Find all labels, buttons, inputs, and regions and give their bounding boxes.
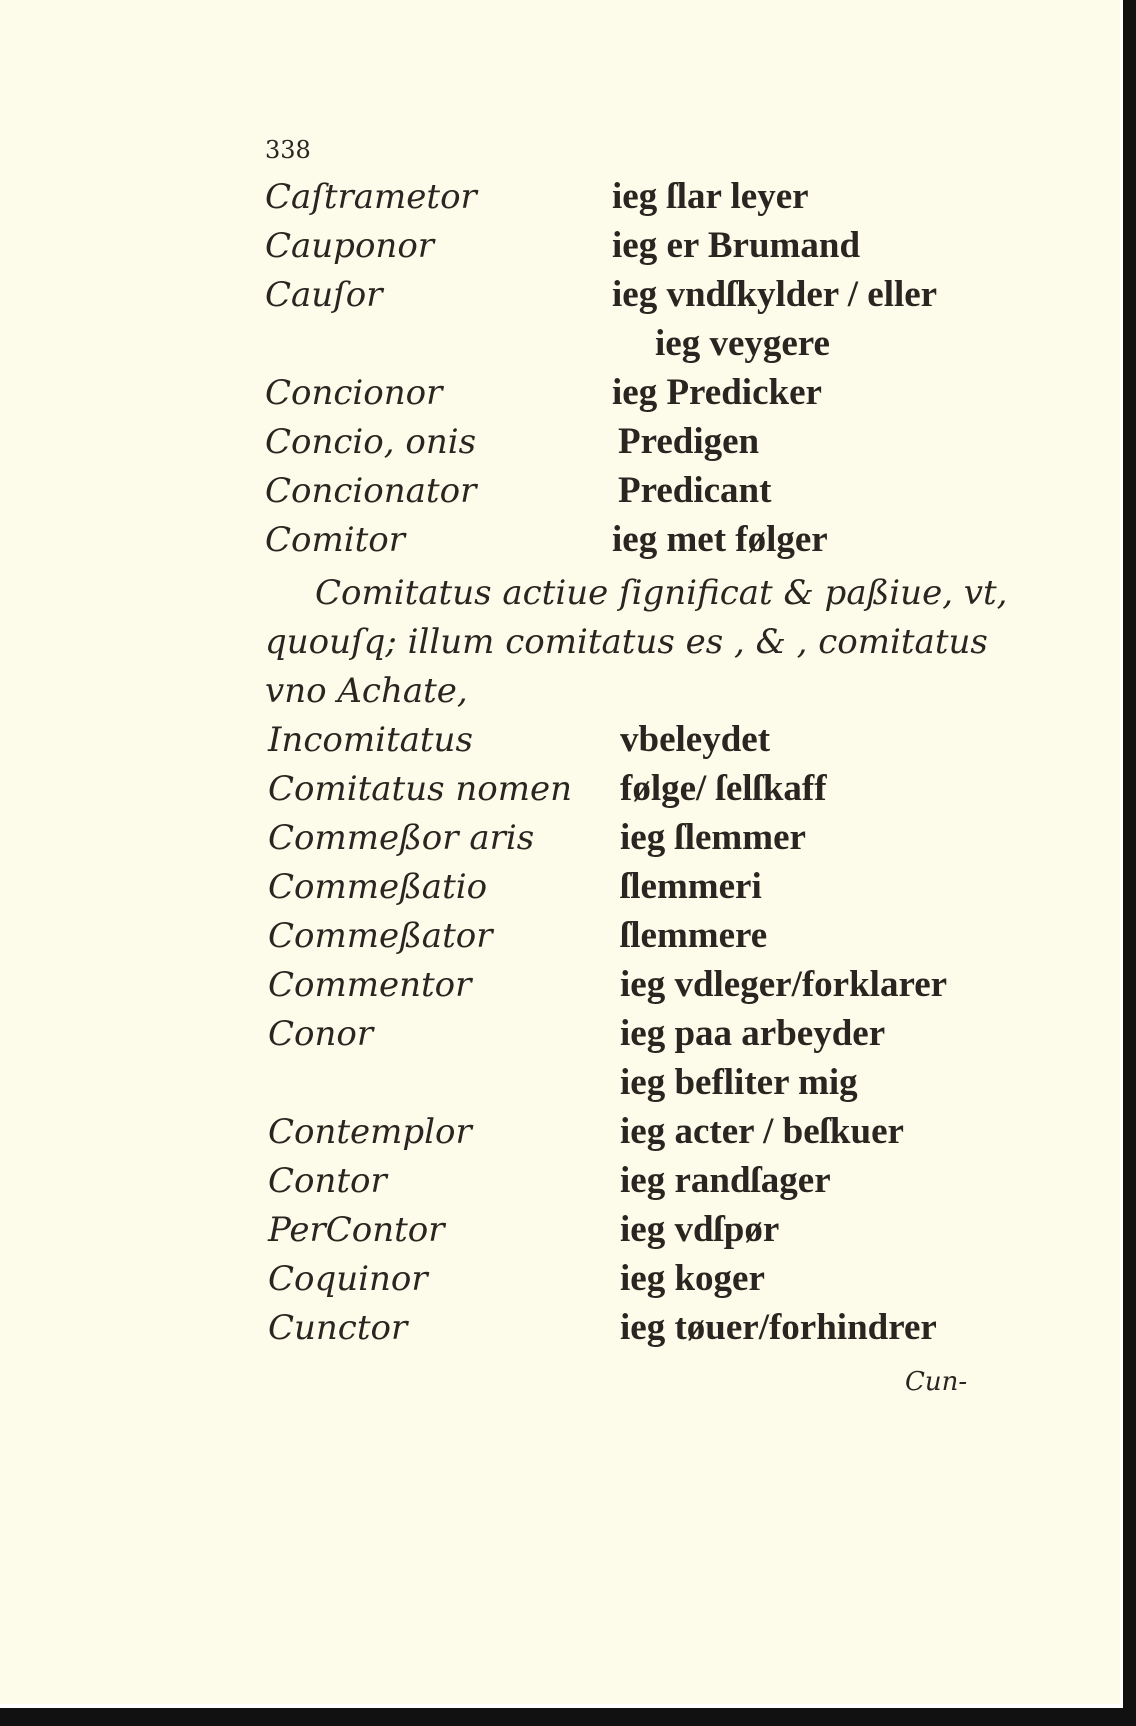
- scan-edge-right: [1123, 0, 1136, 1726]
- danish-gloss: ieg vdleger/forklarer: [620, 964, 948, 1005]
- latin-term: Concionor: [265, 373, 443, 413]
- danish-gloss: ieg met følger: [612, 519, 828, 560]
- danish-gloss: vbeleydet: [620, 719, 771, 760]
- latin-term: PerContor: [268, 1210, 445, 1250]
- danish-gloss: ſlemmere: [620, 915, 768, 956]
- latin-term: Cauſor: [265, 275, 383, 315]
- latin-term: Commeßatio: [268, 867, 488, 907]
- scan-edge-bottom: [0, 1708, 1136, 1726]
- note-line: vno Achate,: [265, 671, 468, 711]
- danish-gloss: ieg koger: [620, 1258, 765, 1299]
- page-number: 338: [265, 136, 311, 164]
- latin-term: Comitor: [265, 520, 405, 560]
- latin-term: Comitatus nomen: [268, 769, 572, 809]
- danish-gloss: Predicant: [618, 470, 772, 511]
- latin-term: Commentor: [268, 965, 472, 1005]
- danish-gloss: ieg Predicker: [612, 372, 822, 413]
- latin-term: Contor: [268, 1161, 387, 1201]
- danish-gloss: ieg tøuer/forhindrer: [620, 1307, 937, 1348]
- latin-term: Incomitatus: [268, 720, 473, 760]
- danish-gloss: ieg er Brumand: [612, 225, 861, 266]
- note-line: quouſq; illum comitatus es , & , comitatus: [265, 622, 988, 662]
- danish-gloss-continued: ieg veygere: [655, 323, 830, 364]
- danish-gloss: ieg vndſkylder / eller: [612, 274, 938, 315]
- latin-term: Concio, onis: [265, 422, 477, 462]
- danish-gloss: følge/ ſelſkaff: [620, 768, 827, 809]
- latin-term: Coquinor: [268, 1259, 428, 1299]
- latin-term: Conor: [268, 1014, 374, 1054]
- latin-term: Caſtrametor: [265, 177, 477, 217]
- danish-gloss-continued: ieg befliter mig: [620, 1062, 858, 1103]
- latin-term: Cauponor: [265, 226, 435, 266]
- latin-term: Concionator: [265, 471, 477, 511]
- danish-gloss: ieg randſager: [620, 1160, 831, 1201]
- danish-gloss: ieg ſlemmer: [620, 817, 806, 858]
- latin-term: Commeßator: [268, 916, 493, 956]
- catchword: Cun-: [905, 1367, 968, 1397]
- latin-term: Cunctor: [268, 1308, 408, 1348]
- danish-gloss: ieg acter / beſkuer: [620, 1111, 904, 1152]
- note-line: Comitatus actiue ſignificat & paßiue, vt,: [315, 573, 1008, 613]
- danish-gloss: ieg ſlar leyer: [612, 176, 809, 217]
- danish-gloss: ieg vdſpør: [620, 1209, 780, 1250]
- danish-gloss: ſlemmeri: [620, 866, 762, 907]
- danish-gloss: Predigen: [618, 421, 760, 462]
- latin-term: Contemplor: [268, 1112, 472, 1152]
- latin-term: Commeßor aris: [268, 818, 535, 858]
- danish-gloss: ieg paa arbeyder: [620, 1013, 886, 1054]
